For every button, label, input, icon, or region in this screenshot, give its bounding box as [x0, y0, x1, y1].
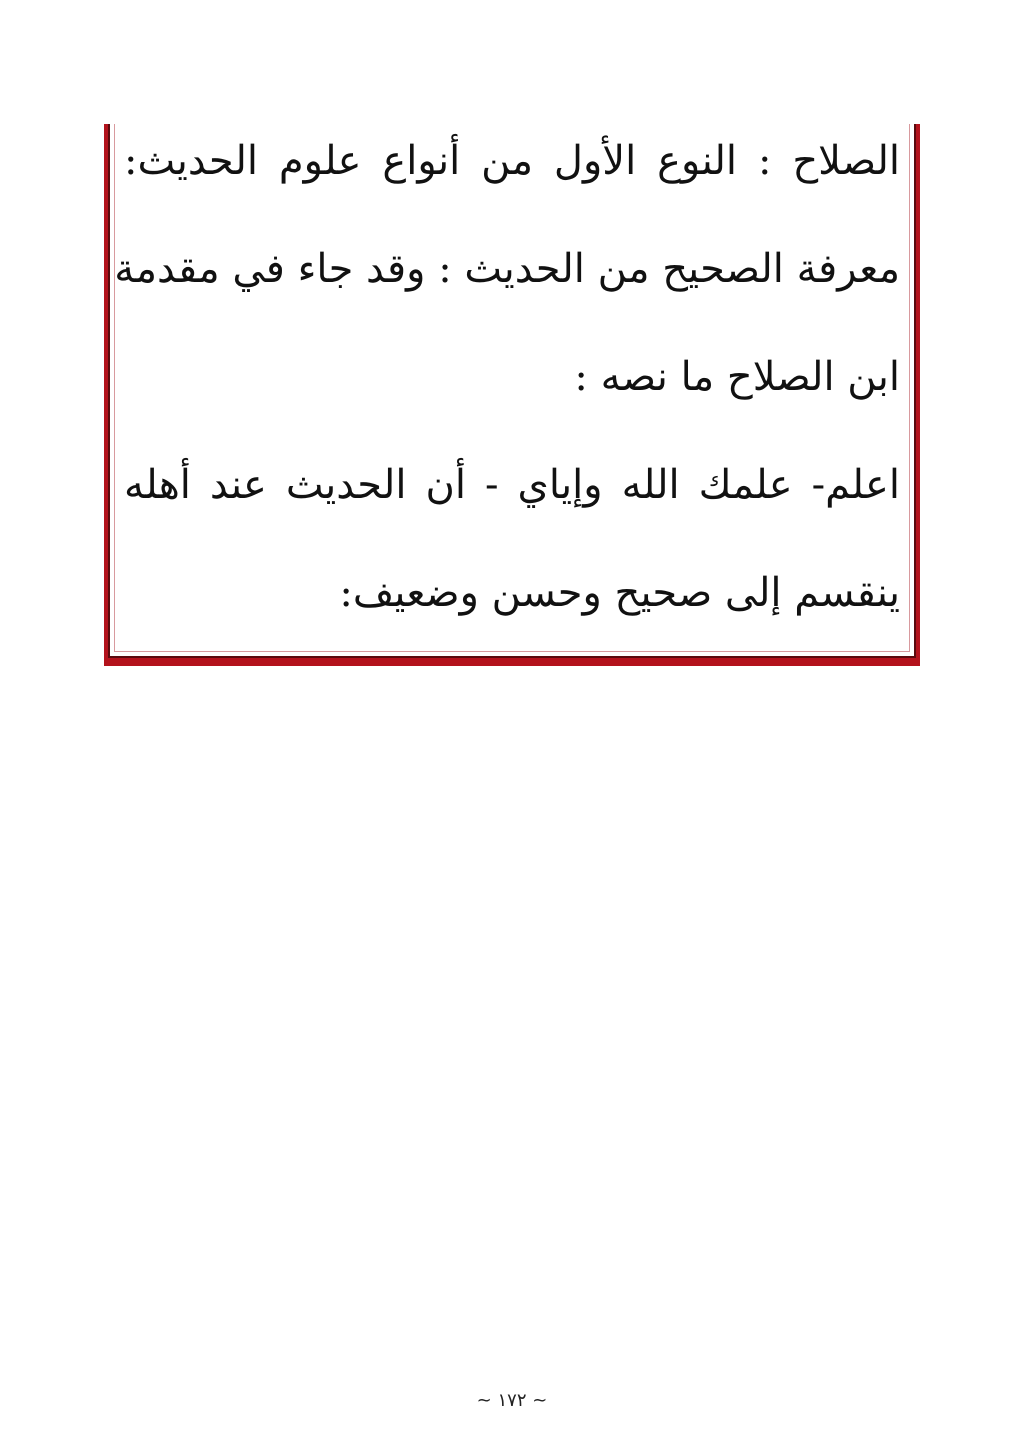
text-line-3: ابن الصلاح ما نصه :	[574, 354, 900, 400]
text-line-1: الصلاح : النوع الأول من أنواع علوم الحديث:	[124, 138, 900, 184]
text-line-2: معرفة الصحيح من الحديث : وقد جاء في مقدمة	[114, 246, 900, 292]
text-line-4: اعلم- علمك الله وإياي - أن الحديث عند أهله	[124, 462, 900, 508]
main-text	[114, 124, 900, 664]
text-line-5: ينقسم إلى صحيح وحسن وضعيف:	[339, 570, 900, 616]
page-number: ~ ١٧٢ ~	[476, 1390, 548, 1411]
